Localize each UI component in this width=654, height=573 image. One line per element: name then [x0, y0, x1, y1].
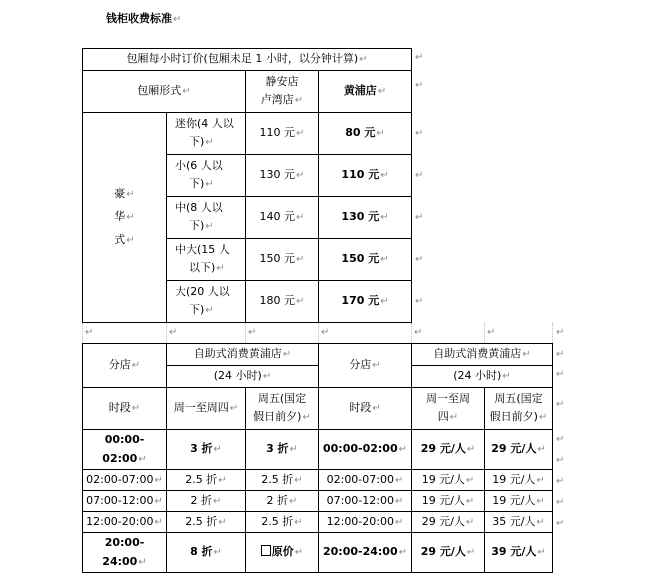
paragraph-mark-icon: ↵ [537, 444, 546, 455]
hours-left: (24 小时)↵ [167, 365, 319, 387]
paragraph-mark-icon: ↵ [536, 495, 545, 507]
paragraph-mark-icon: ↵ [415, 170, 424, 181]
paragraph-mark-icon: ↵ [556, 455, 565, 466]
paragraph-mark-icon: ↵ [213, 444, 222, 455]
paragraph-mark-icon: ↵ [537, 547, 546, 558]
paragraph-mark-icon: ↵ [556, 399, 565, 410]
paragraph-mark-icon: ↵ [466, 444, 476, 455]
category-char: 华 [114, 210, 126, 223]
paragraph-mark-icon: ↵ [154, 474, 163, 486]
time-slot-left: 20:00-24:00↵ [83, 532, 167, 572]
time-slot-right: 02:00-07:00↵ [319, 469, 412, 490]
time-slot-right: 07:00-12:00↵ [319, 490, 412, 511]
paragraph-mark-icon: ↵ [394, 474, 404, 486]
paragraph-mark-icon: ↵ [415, 80, 424, 91]
mon-thu-header-right: 周一至周 四↵ [412, 387, 485, 429]
paragraph-mark-icon: ↵ [380, 254, 389, 265]
paragraph-mark-icon: ↵ [282, 348, 292, 360]
paragraph-mark-icon: ↵ [415, 254, 424, 265]
room-pricing-table [82, 48, 412, 323]
paragraph-mark-icon: ↵ [536, 516, 545, 528]
paragraph-mark-icon: ↵ [296, 212, 305, 223]
time-slot-right: 00:00-02:00↵ [319, 429, 412, 469]
store-name-right: 自助式消费黄浦店↵ [412, 343, 553, 365]
paragraph-mark-icon: ↵ [138, 453, 147, 465]
time-slot-left: 02:00-07:00↵ [83, 469, 167, 490]
paragraph-mark-icon: ↵ [154, 516, 163, 528]
mon-thu-discount: 3 折↵ [167, 429, 246, 469]
room-size-cell [167, 281, 246, 323]
mon-thu-price: 29 元/人↵ [412, 532, 485, 572]
paragraph-mark-icon: ↵ [398, 444, 407, 455]
paragraph-mark-icon: ↵ [289, 495, 298, 507]
fri-price: 19 元/人↵ [485, 469, 553, 490]
room-size-line2: 下) [189, 303, 205, 316]
price-jingan: 110 元↵ [246, 113, 319, 155]
paragraph-mark-icon: ↵ [538, 411, 548, 423]
paragraph-mark-icon: ↵ [248, 326, 257, 338]
paragraph-mark-icon: ↵ [487, 326, 496, 338]
room-size-line1: 小(6 人以 [175, 159, 223, 172]
fri-price: 29 元/人↵ [485, 429, 553, 469]
paragraph-mark-icon: ↵ [262, 370, 272, 382]
mon-thu-discount: 2.5 折↵ [167, 469, 246, 490]
room-price-row [83, 113, 412, 155]
paragraph-mark-icon: ↵ [376, 128, 385, 139]
price-huangpu: 150 元↵ [319, 239, 412, 281]
paragraph-mark-icon: ↵ [465, 516, 475, 528]
paragraph-mark-icon: ↵ [294, 547, 304, 558]
room-size-cell [167, 239, 246, 281]
paragraph-mark-icon: ↵ [296, 254, 305, 265]
paragraph-mark-icon: ↵ [302, 411, 311, 423]
paragraph-mark-icon: ↵ [556, 369, 565, 380]
time-slot-left: 07:00-12:00↵ [83, 490, 167, 511]
paragraph-mark-icon: ↵ [296, 296, 305, 307]
paragraph-mark-icon: ↵ [556, 476, 565, 487]
paragraph-mark-icon: ↵ [321, 326, 330, 338]
paragraph-mark-icon: ↵ [394, 495, 404, 507]
paragraph-mark-icon: ↵ [216, 263, 225, 274]
paragraph-mark-icon: ↵ [169, 326, 178, 338]
paragraph-mark-icon: ↵ [394, 516, 404, 528]
price-huangpu: 110 元↵ [319, 155, 412, 197]
paragraph-mark-icon: ↵ [154, 495, 163, 507]
period-label-left: 时段↵ [83, 387, 167, 429]
paragraph-mark-icon: ↵ [229, 402, 239, 414]
paragraph-mark-icon: ↵ [294, 95, 304, 106]
paragraph-mark-icon: ↵ [126, 235, 135, 246]
paragraph-mark-icon: ↵ [556, 518, 565, 529]
mon-thu-header-left: 周一至周四↵ [167, 387, 246, 429]
paragraph-mark-icon: ↵ [289, 444, 298, 455]
paragraph-mark-icon: ↵ [415, 296, 424, 307]
room-size-line2: 下) [189, 219, 205, 232]
paragraph-mark-icon: ↵ [556, 434, 565, 445]
fri-discount: 2.5 折↵ [246, 469, 319, 490]
buffet-price-row [83, 469, 553, 490]
paragraph-mark-icon: ↵ [415, 52, 424, 63]
paragraph-mark-icon: ↵ [182, 86, 191, 97]
paragraph-mark-icon: ↵ [465, 474, 475, 486]
room-type-header: 包厢形式↵ [83, 71, 246, 113]
paragraph-mark-icon: ↵ [296, 170, 305, 181]
paragraph-mark-icon: ↵ [449, 411, 459, 423]
paragraph-mark-icon: ↵ [173, 14, 182, 25]
store-jingan-header: 静安店 卢湾店↵ [246, 71, 319, 113]
paragraph-mark-icon: ↵ [126, 212, 135, 223]
paragraph-mark-icon: ↵ [372, 402, 381, 414]
category-char: 豪 [114, 187, 126, 200]
fri-price: 19 元/人↵ [485, 490, 553, 511]
room-size-line1: 大(20 人以 [175, 285, 230, 298]
paragraph-mark-icon: ↵ [205, 305, 214, 316]
paragraph-mark-icon: ↵ [85, 326, 94, 338]
paragraph-mark-icon: ↵ [556, 497, 565, 508]
paragraph-mark-icon: ↵ [372, 359, 381, 371]
price-jingan: 130 元↵ [246, 155, 319, 197]
paragraph-mark-icon: ↵ [213, 547, 222, 558]
store-huangpu-header: 黄浦店↵ [319, 71, 412, 113]
fri-header-left: 周五(国定 假日前夕)↵ [246, 387, 319, 429]
fri-discount: 2.5 折↵ [246, 511, 319, 532]
mon-thu-price: 19 元/人↵ [412, 490, 485, 511]
store-name-left: 自助式消费黄浦店↵ [167, 343, 319, 365]
paragraph-mark-icon: ↵ [294, 516, 303, 528]
paragraph-mark-icon: ↵ [380, 212, 389, 223]
room-size-cell [167, 197, 246, 239]
buffet-price-row [83, 429, 553, 469]
fri-discount: 原价↵ [246, 532, 319, 572]
checkbox-glyph-icon [261, 545, 271, 556]
room-size-line2: 下) [189, 177, 205, 190]
price-huangpu: 130 元↵ [319, 197, 412, 239]
paragraph-mark-icon: ↵ [415, 212, 424, 223]
time-slot-left: 00:00-02:00↵ [83, 429, 167, 469]
category-char: 式 [114, 233, 126, 246]
mon-thu-discount: 2.5 折↵ [167, 511, 246, 532]
mon-thu-discount: 8 折↵ [167, 532, 246, 572]
paragraph-mark-icon: ↵ [138, 556, 147, 568]
paragraph-mark-icon: ↵ [131, 359, 141, 371]
paragraph-mark-icon: ↵ [522, 348, 531, 360]
paragraph-mark-icon: ↵ [380, 296, 389, 307]
paragraph-mark-icon: ↵ [536, 474, 545, 486]
room-size-line1: 中(8 人以 [175, 201, 223, 214]
category-deluxe [83, 113, 167, 323]
paragraph-mark-icon: ↵ [380, 170, 389, 181]
fri-price: 39 元/人↵ [485, 532, 553, 572]
mon-thu-price: 29 元/人↵ [412, 511, 485, 532]
price-huangpu: 170 元↵ [319, 281, 412, 323]
room-size-cell [167, 155, 246, 197]
fri-header-right: 周五(国定 假日前夕)↵ [485, 387, 553, 429]
paragraph-mark-icon: ↵ [415, 128, 424, 139]
paragraph-mark-icon: ↵ [556, 327, 565, 338]
hours-right: (24 小时)↵ [412, 365, 553, 387]
time-slot-right: 12:00-20:00↵ [319, 511, 412, 532]
buffet-price-row [83, 532, 553, 572]
buffet-price-row [83, 490, 553, 511]
paragraph-mark-icon: ↵ [398, 547, 407, 558]
time-slot-left: 12:00-20:00↵ [83, 511, 167, 532]
paragraph-mark-icon: ↵ [414, 326, 423, 338]
buffet-price-row [83, 511, 553, 532]
price-jingan: 140 元↵ [246, 197, 319, 239]
paragraph-mark-icon: ↵ [466, 547, 476, 558]
paragraph-mark-icon: ↵ [213, 495, 222, 507]
paragraph-mark-icon: ↵ [502, 370, 511, 382]
buffet-pricing-table [82, 323, 553, 573]
paragraph-mark-icon: ↵ [205, 221, 214, 232]
price-huangpu: 80 元↵ [319, 113, 412, 155]
mon-thu-discount: 2 折↵ [167, 490, 246, 511]
paragraph-mark-icon: ↵ [131, 402, 141, 414]
document-title: 钱柜收费标准↵ [106, 12, 182, 25]
period-label-right: 时段↵ [319, 387, 412, 429]
paragraph-mark-icon: ↵ [465, 495, 475, 507]
fri-discount: 2 折↵ [246, 490, 319, 511]
paragraph-mark-icon: ↵ [205, 137, 214, 148]
paragraph-mark-icon: ↵ [126, 189, 135, 200]
mon-thu-price: 29 元/人↵ [412, 429, 485, 469]
paragraph-mark-icon: ↵ [294, 474, 303, 486]
paragraph-mark-icon: ↵ [296, 128, 305, 139]
time-slot-right: 20:00-24:00↵ [319, 532, 412, 572]
room-size-line2: 以下) [189, 261, 216, 274]
mon-thu-price: 19 元/人↵ [412, 469, 485, 490]
paragraph-mark-icon: ↵ [377, 86, 387, 97]
room-size-line2: 下) [189, 135, 205, 148]
paragraph-mark-icon: ↵ [359, 54, 368, 65]
paragraph-mark-icon: ↵ [218, 474, 227, 486]
room-size-line1: 中大(15 人 [175, 243, 230, 256]
branch-label-right: 分店↵ [319, 343, 412, 387]
fri-discount: 3 折↵ [246, 429, 319, 469]
paragraph-mark-icon: ↵ [205, 179, 214, 190]
paragraph-mark-icon: ↵ [556, 349, 565, 360]
room-size-cell [167, 113, 246, 155]
paragraph-mark-icon: ↵ [218, 516, 227, 528]
room-table-header: 包厢每小时订价(包厢未足 1 小时，以分钟计算)↵ [83, 49, 412, 71]
branch-label-left: 分店↵ [83, 343, 167, 387]
price-jingan: 150 元↵ [246, 239, 319, 281]
price-jingan: 180 元↵ [246, 281, 319, 323]
fri-price: 35 元/人↵ [485, 511, 553, 532]
room-size-line1: 迷你(4 人以 [175, 117, 234, 130]
